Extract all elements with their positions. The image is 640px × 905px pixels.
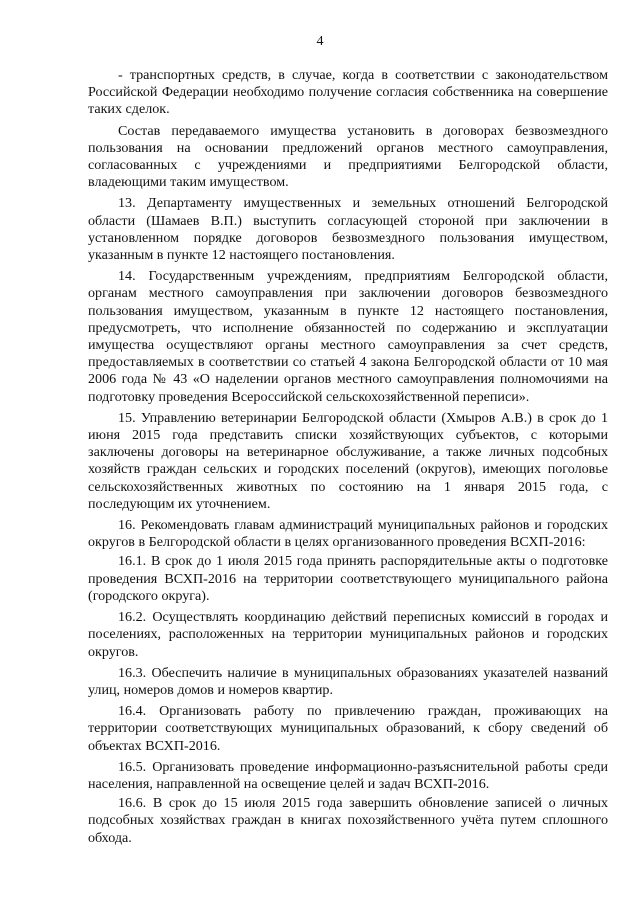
paragraph-16-5: 16.5. Организовать проведение информационно-разъяснительной работы среди населения, направленной на освещение целей и задач ВСХП-2016. — [88, 758, 608, 792]
document-body — [88, 67, 608, 847]
paragraph-16: 16. Рекомендовать главам администраций муниципальных районов и городских округов в Белгородской области в целях организованного проведения ВСХП-2016: — [88, 517, 608, 551]
paragraph-16-4: 16.4. Организовать работу по привлечению граждан, проживающих на территории соответствующих муниципальных образований, к сбору сведений об объектах ВСХП-2016. — [88, 703, 608, 754]
paragraph-item-transport: - транспортных средств, в случае, когда в соответствии с законодательством Российской Федерации необходимо получение согласия собственника на совершение таких сделок. — [88, 67, 608, 118]
paragraph-16-6: 16.6. В срок до 15 июля 2015 года завершить обновление записей о личных подсобных хозяйствах граждан в книгах похозяйственного учёта путем сплошного обхода. — [88, 795, 608, 846]
paragraph-14: 14. Государственным учреждениям, предприятиям Белгородской области, органам местного самоуправления при заключении договоров безвозмездного пользования имуществом, указанным в пункте 12 настоящего постановления, предусмотреть, что исполнение обязанностей по содержанию и эксплуатации имущества осуществляют органы местного самоуправления за счет средств, предоставляемых в соответствии со статьей 4 закона Белгородской области от 10 мая 2006 года № 43 «О наделении органов местного самоуправления полномочиями на подготовку проведения Всероссийской сельскохозяйственной переписи». — [88, 268, 608, 405]
paragraph-15: 15. Управлению ветеринарии Белгородской области (Хмыров А.В.) в срок до 1 июня 2015 года представить списки хозяйствующих субъектов, с которыми заключены договоры на ветеринарное обслуживание, а также личных подсобных хозяйств граждан сельских и городских поселений (округов), имеющих поголовье сельскохозяйственных животных по состоянию на 1 января 2015 года, с последующим их уточнением. — [88, 409, 608, 512]
page-number: 4 — [316, 34, 324, 49]
paragraph-13: 13. Департаменту имущественных и земельных отношений Белгородской области (Шамаев В.П.) выступить согласующей стороной при заключении в установленном порядке договоров безвозмездного пользования имуществом, указанным в пункте 12 настоящего постановления. — [88, 195, 608, 264]
paragraph-16-1: 16.1. В срок до 1 июля 2015 года принять распорядительные акты о подготовке проведения ВСХП-2016 на территории соответствующего муниципального района (городского округа). — [88, 553, 608, 604]
paragraph-16-3: 16.3. Обеспечить наличие в муниципальных образованиях указателей названий улиц, номеров домов и номеров квартир. — [88, 664, 608, 698]
paragraph-property-composition: Состав передаваемого имущества установить в договорах безвозмездного пользования на основании предложений органов местного самоуправления, согласованных с учреждениями и предприятиями Белгородской области, владеющими таким имуществом. — [88, 122, 608, 191]
paragraph-16-2: 16.2. Осуществлять координацию действий переписных комиссий в городах и поселениях, расположенных на территории муниципальных районов и городских округов. — [88, 609, 608, 660]
